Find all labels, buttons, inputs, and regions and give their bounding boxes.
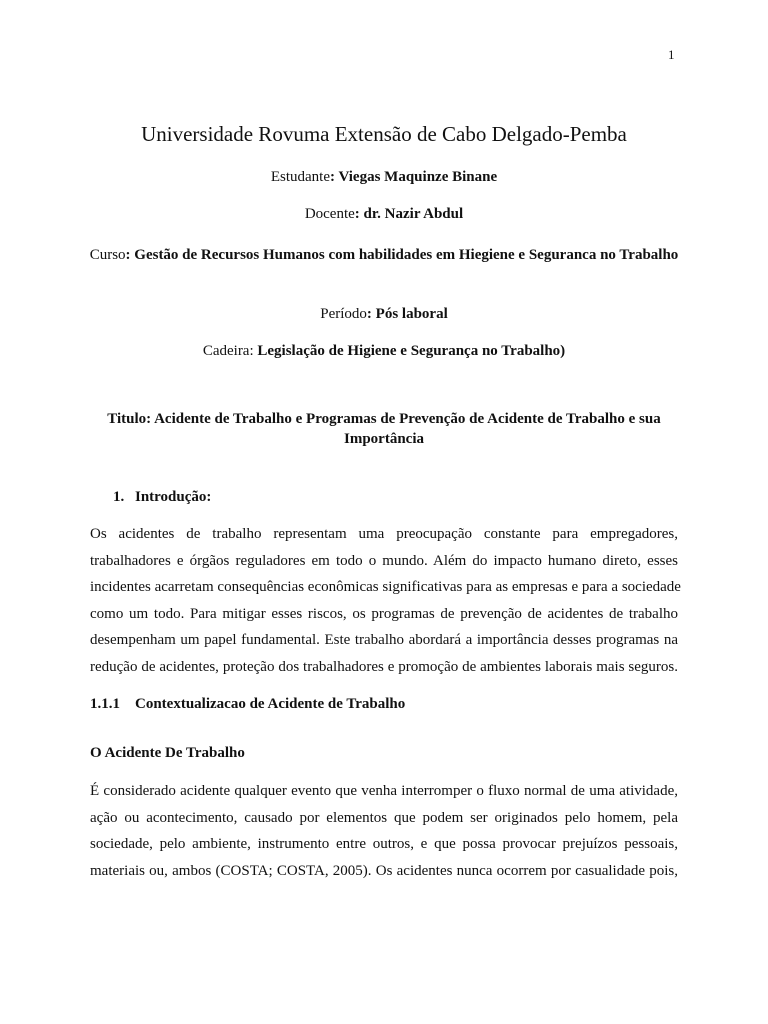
subject-value: Legislação de Higiene e Segurança no Trabalho): [253, 343, 566, 359]
paragraph-line: como um todo. Para mitigar esses riscos, os programas de prevenção de acidentes de trabalho: [90, 605, 678, 622]
course-name: : Gestão de Recursos Humanos com habilidades em Hiegiene e Seguranca no Trabalho: [125, 247, 679, 263]
paragraph-line: materiais ou, ambos (COSTA; COSTA, 2005). Os acidentes nunca ocorrem por casualidade pois,: [90, 862, 678, 879]
paragraph-line: incidentes acarretam consequências econômicas significativas para as empresas e para a sociedade: [90, 579, 681, 596]
section-number: 1.: [113, 489, 125, 505]
section-heading-introduction: [113, 489, 211, 506]
course-line: [88, 242, 680, 268]
teacher-name: : dr. Nazir Abdul: [354, 206, 464, 222]
period-value: : Pós laboral: [366, 306, 448, 322]
document-title: [88, 409, 680, 449]
page-number: 1: [668, 47, 675, 62]
paragraph-line: Os acidentes de trabalho representam uma preocupação constante para empregadores,: [90, 526, 678, 542]
section-title: Contextualizacao de Acidente de Trabalho: [135, 696, 406, 712]
paragraph-line: trabalhadores e órgãos reguladores em todo o mundo. Além do impacto humano direto, esses: [90, 552, 678, 569]
student-name: : Viegas Maquinze Binane: [330, 169, 498, 185]
section-heading-accident: O Acidente De Trabalho: [90, 745, 245, 761]
subject-line: [88, 343, 680, 360]
introduction-paragraph: [90, 521, 681, 681]
accident-paragraph: [90, 778, 678, 884]
section-heading-context: [90, 696, 405, 713]
student-line: [88, 169, 680, 186]
section-number: 1.1.1: [90, 696, 120, 712]
period-line: [88, 306, 680, 323]
teacher-label: Docente: [304, 206, 355, 222]
paragraph-line: É considerado acidente qualquer evento que venha interromper o fluxo normal de uma atividade,: [90, 783, 678, 799]
document-title-line: Importância: [344, 431, 424, 447]
student-label: Estudante: [270, 169, 331, 185]
paragraph-line: desempenham um papel fundamental. Este trabalho abordará a importância desses programas na: [90, 632, 678, 649]
university-title: Universidade Rovuma Extensão de Cabo Delgado-Pemba: [141, 122, 627, 146]
subject-label: Cadeira:: [202, 343, 254, 359]
section-title: Introdução:: [135, 489, 212, 505]
paragraph-line: redução de acidentes, proteção dos trabalhadores e promoção de ambientes laborais mais seguros.: [90, 658, 678, 675]
document-title-line: Titulo: Acidente de Trabalho e Programas de Prevenção de Acidente de Trabalho e sua: [107, 411, 661, 427]
teacher-line: [88, 206, 680, 223]
period-label: Período: [320, 306, 367, 322]
paragraph-line: ação ou acontecimento, causado por elementos que podem ser originados pelo homem, pela: [90, 809, 678, 826]
course-label: Curso: [89, 247, 126, 263]
paragraph-line: sociedade, pelo ambiente, instrumento entre outros, e que possa provocar prejuízos pessoais,: [90, 836, 678, 853]
